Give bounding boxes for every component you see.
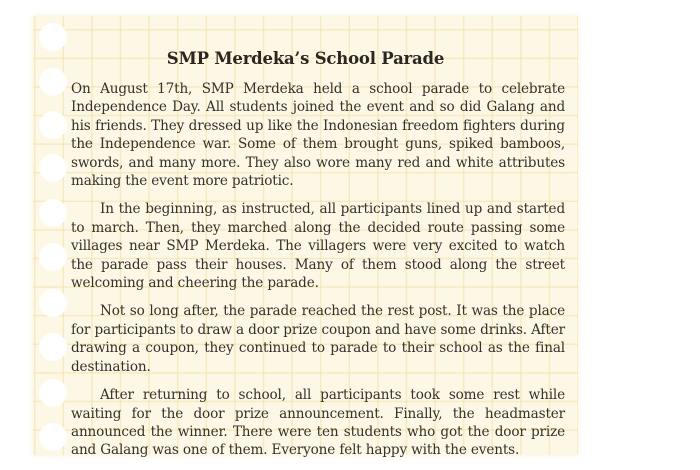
binder-hole: [39, 289, 67, 317]
binder-hole: [39, 199, 67, 227]
binder-hole: [39, 333, 67, 361]
binder-hole: [39, 111, 67, 139]
paragraph-3: Not so long after, the parade reached the rest post. It was the place for participants to draw a door prize coupon and have some drinks. After drawing a coupon, they continued to parade to their school as the final destination.: [71, 303, 565, 375]
document-title: SMP Merdeka’s School Parade: [166, 49, 445, 68]
binder-hole: [39, 379, 67, 407]
binder-hole: [39, 68, 67, 96]
paragraph-1: On August 17th, SMP Merdeka held a school parade to celebrate Independence Day. All students joined the event and so did Galang and his friends. They dressed up like the Indonesian freedom fighters during the Independence war. Some of them brought guns, spiked bamboos, swords, and many more. They also wore many red and white attributes making the event more patriotic.: [71, 81, 565, 190]
binder-hole: [39, 423, 67, 451]
paragraph-2: In the beginning, as instructed, all participants lined up and started to march. Then, they marched along the decided route passing some villages near SMP Merdeka. The villagers were very excited to watch the parade pass their houses. Many of them stood along the street welcoming and cheering the parade.: [71, 201, 565, 292]
notebook-paper: [33, 16, 578, 459]
binder-hole: [39, 154, 67, 182]
paragraph-4: After returning to school, all participants took some rest while waiting for the door prize announcement. Finally, the headmaster announced the winner. There were ten students who got the door prize and Galang was one of them. Everyone felt happy with the events.: [71, 387, 565, 459]
binder-hole: [39, 23, 67, 51]
document-body: [71, 80, 565, 470]
binder-hole: [39, 243, 67, 271]
